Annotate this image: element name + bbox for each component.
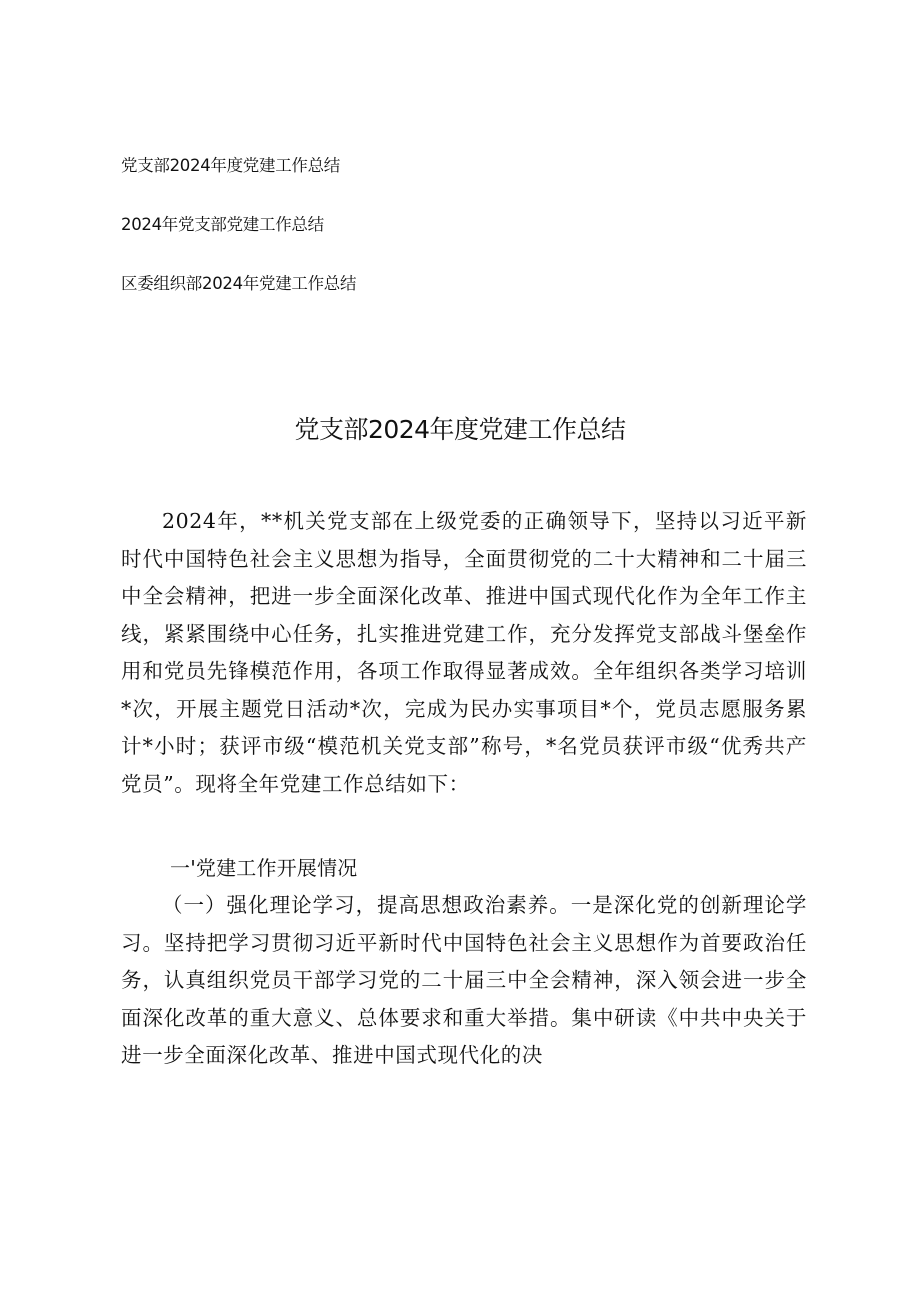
section-heading-1: 一'党建工作开展情况 <box>170 856 358 880</box>
intro-section <box>121 503 807 803</box>
intro-paragraph: 2024年，**机关党支部在上级党委的正确领导下，坚持以习近平新时代中国特色社会主义思想为指导，全面贯彻党的二十大精神和二十届三中全会精神，把进一步全面深化改革、推进中国式现代化作为全年工作主线，紧紧围绕中心任务，扎实推进党建工作，充分发挥党支部战斗堡垒作用和党员先锋模范作用，各项工作取得显著成效。全年组织各类学习培训*次，开展主题党日活动*次，完成为民办实事项目*个，党员志愿服务累计*小时；获评市级“模范机关党支部”称号，*名党员获评市级“优秀共产党员”。现将全年党建工作总结如下： <box>121 509 807 796</box>
toc-item-2: 2024年党支部党建工作总结 <box>121 215 324 234</box>
document-title: 党支部2024年度党建工作总结 <box>294 415 626 444</box>
subsection-1-paragraph: （一）强化理论学习，提高思想政治素养。一是深化党的创新理论学习。坚持把学习贯彻习近平新时代中国特色社会主义思想作为首要政治任务，认真组织党员干部学习党的二十届三中全会精神，深入领会进一步全面深化改革的重大意义、总体要求和重大举措。集中研读《中共中央关于进一步全面深化改革、推进中国式现代化的决 <box>121 893 807 1067</box>
toc-item-1: 党支部2024年度党建工作总结 <box>121 156 340 175</box>
toc-item-3: 区委组织部2024年党建工作总结 <box>121 274 357 293</box>
subsection-1 <box>121 887 807 1075</box>
table-of-contents <box>121 152 821 329</box>
